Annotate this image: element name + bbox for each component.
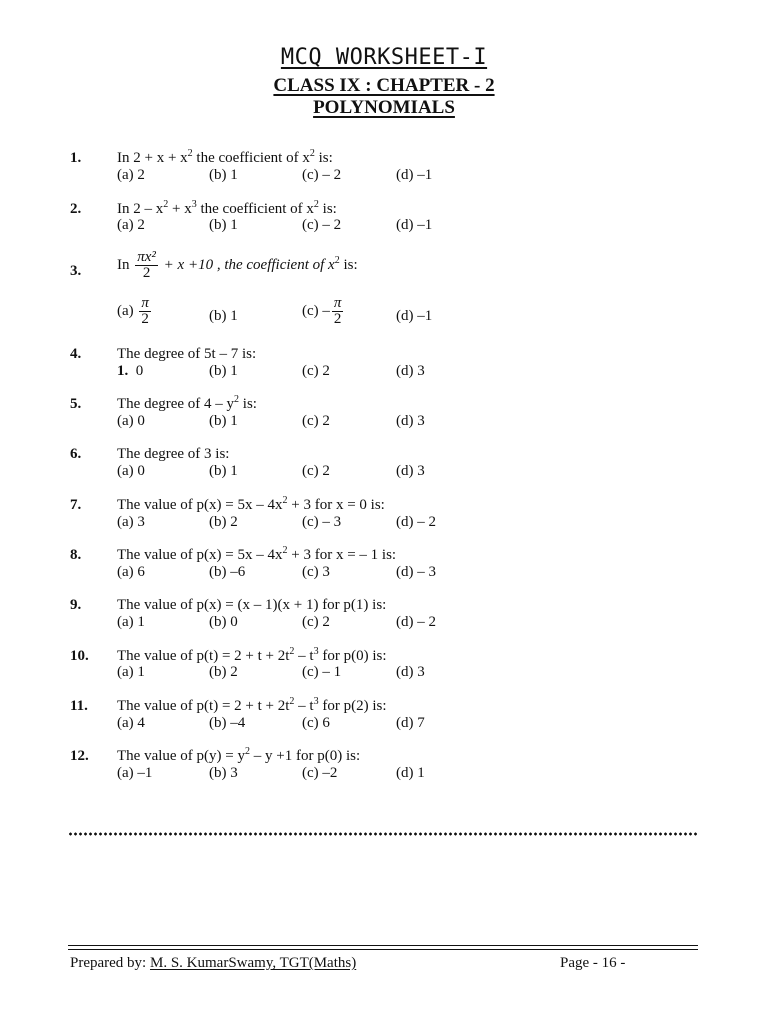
question-number: 4.: [70, 346, 82, 362]
option-b: (b) 1: [209, 167, 238, 183]
option-b: (b) –4: [209, 715, 246, 731]
question-number: 1.: [70, 150, 82, 166]
option-c: (c) –2: [302, 765, 338, 781]
option-d: (d) – 2: [396, 614, 436, 630]
question-number: 6.: [70, 446, 82, 462]
question-number: 3.: [70, 263, 82, 279]
option-b: (b) 1: [209, 463, 238, 479]
author-name: M. S. KumarSwamy, TGT(Maths): [149, 955, 357, 971]
option-a: (a) $\frac{\pi}{2}$: [117, 295, 149, 327]
question-stem: In $2 + x + x^2$ the coefficient of $x^2$ is:: [117, 148, 333, 166]
question-stem: The degree of 3 is:: [117, 446, 230, 462]
option-c: (c) 2: [302, 614, 330, 630]
option-b: (b) 3: [209, 765, 238, 781]
option-a: (a) 4: [117, 715, 145, 731]
question-stem: The degree of $4 - y^2$ is:: [117, 394, 257, 412]
option-a: (a) 1: [117, 614, 145, 630]
option-c: (c) 6: [302, 715, 330, 731]
option-b: (b) 1: [209, 308, 238, 324]
question-number: 7.: [70, 497, 82, 513]
worksheet-topic: POLYNOMIALS: [313, 97, 455, 118]
option-a: (a) 2: [117, 217, 145, 233]
question-number: 11.: [70, 698, 88, 714]
question-stem: The value of p(x) = (x – 1)(x + 1) for p(1) is:: [117, 597, 387, 613]
option-d: (d) 3: [396, 664, 425, 680]
option-c: (c) 2: [302, 363, 330, 379]
question-stem: In $\frac{\text{πx²}}{2}$ + x +10 , the coefficient of $x^2$ is:: [117, 249, 358, 281]
option-d: (d) –1: [396, 217, 433, 233]
option-b: (b) 1: [209, 363, 238, 379]
option-c: (c) 2: [302, 413, 330, 429]
option-c: (c) 2: [302, 463, 330, 479]
option-a: (a) 1: [117, 664, 145, 680]
footer-rule: [68, 949, 698, 950]
question-number: 10.: [70, 648, 89, 664]
option-a: (a) 6: [117, 564, 145, 580]
option-a: (a) 3: [117, 514, 145, 530]
option-d: (d) 3: [396, 413, 425, 429]
option-d: (d) 3: [396, 363, 425, 379]
option-b: (b) 0: [209, 614, 238, 630]
option-d: (d) –1: [396, 167, 433, 183]
option-b: (b) 2: [209, 514, 238, 530]
fraction-pi-over-2: $\frac{\pi}{2}$: [333, 295, 342, 327]
option-a: (a) –1: [117, 765, 153, 781]
option-d: (d) 7: [396, 715, 425, 731]
worksheet-title: MCQ WORKSHEET-I: [280, 45, 488, 70]
footer-rule: [68, 945, 698, 946]
option-d: (d) 1: [396, 765, 425, 781]
question-stem: The value of $p(x) = 5x - 4x^2 + 3$ for x = – 1 is:: [117, 545, 397, 563]
option-a: (a) 2: [117, 167, 145, 183]
worksheet-subtitle: CLASS IX : CHAPTER - 2: [273, 75, 495, 96]
question-stem: The value of $p(t) = 2 + t + 2t^2 - t^3$ for p(0) is:: [117, 646, 387, 664]
question-number: 5.: [70, 396, 82, 412]
question-stem: The value of $p(x) = 5x - 4x^2 + 3$ for x = 0 is:: [117, 495, 385, 513]
option-b: (b) 1: [209, 217, 238, 233]
option-c: (c) – 2: [302, 217, 342, 233]
option-a: (a) 0: [117, 463, 145, 479]
dotted-separator: [68, 832, 698, 836]
option-d: (d) 3: [396, 463, 425, 479]
question-stem: In $2 - x^2 + x^3$ the coefficient of $x^2$ is:: [117, 199, 337, 217]
option-b: (b) 2: [209, 664, 238, 680]
option-d: (d) – 2: [396, 514, 436, 530]
option-a: (a) 0: [117, 413, 145, 429]
option-d: (d) –1: [396, 308, 433, 324]
option-a: 1. 0: [117, 363, 144, 379]
question-stem: The degree of 5t – 7 is:: [117, 346, 257, 362]
question-stem: The value of $p(t) = 2 + t + 2t^2 - t^3$ for p(2) is:: [117, 696, 387, 714]
option-d: (d) – 3: [396, 564, 436, 580]
question-number: 2.: [70, 201, 82, 217]
footer-prepared-by: Prepared by: M. S. KumarSwamy, TGT(Maths): [70, 955, 357, 971]
question-number: 12.: [70, 748, 89, 764]
option-c: (c) – 3: [302, 514, 342, 530]
question-stem: The value of $p(y) = y^2 - y +1$ for p(0) is:: [117, 746, 361, 764]
option-c: (c) – 2: [302, 167, 342, 183]
option-b: (b) 1: [209, 413, 238, 429]
fraction-pi-over-2: $\frac{\pi}{2}$: [141, 295, 149, 327]
option-c: (c) 3: [302, 564, 330, 580]
option-b: (b) –6: [209, 564, 246, 580]
fraction-pi-x-squared-over-2: $\frac{\text{πx²}}{2}$: [137, 249, 156, 281]
question-number: 9.: [70, 597, 82, 613]
option-c: (c) – 1: [302, 664, 342, 680]
footer-page-number: Page - 16 -: [560, 955, 626, 971]
option-c: (c) – $\frac{\pi}{2}$: [302, 295, 342, 327]
question-number: 8.: [70, 547, 82, 563]
